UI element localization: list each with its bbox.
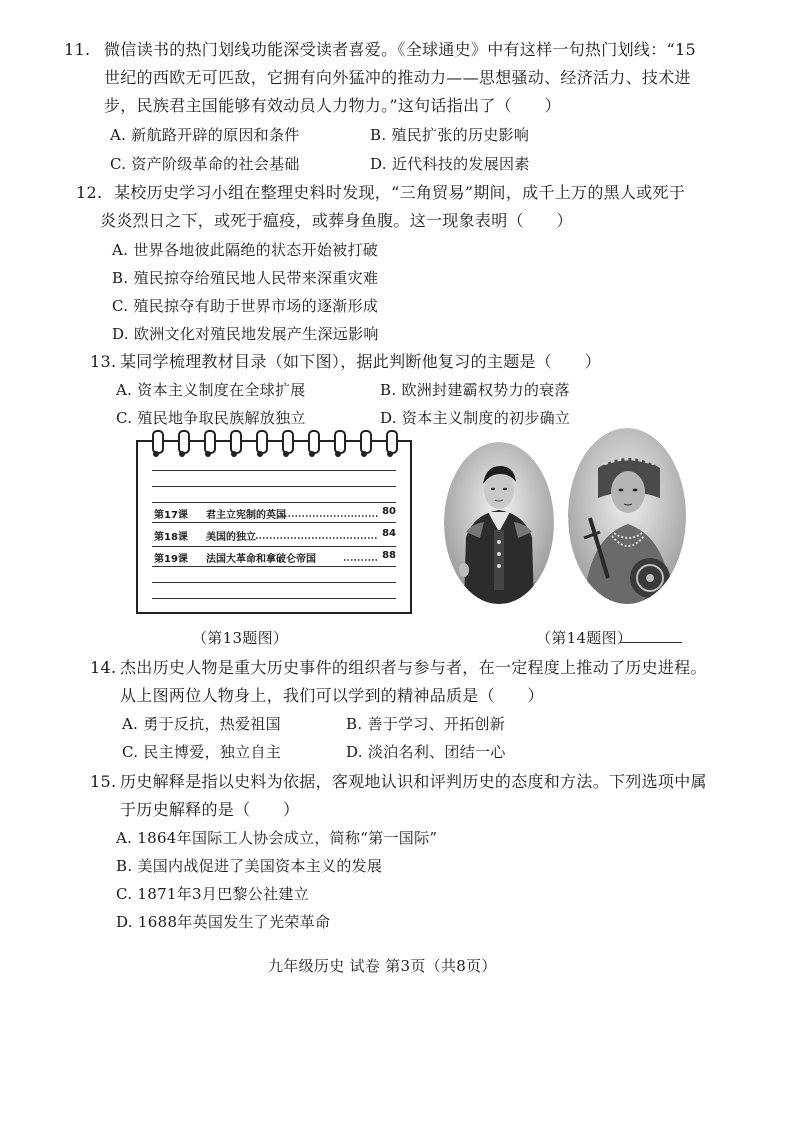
question-number: 15. <box>90 772 117 791</box>
toc-page: 80 <box>382 506 396 517</box>
question-number: 11. <box>64 40 91 59</box>
option-a[interactable]: A. 世界各地彼此隔绝的状态开始被打破 <box>112 241 379 259</box>
toc-dot-leaders <box>138 442 410 612</box>
option-a[interactable]: A. 新航路开辟的原因和条件 <box>110 126 300 144</box>
option-b[interactable]: B. 美国内战促进了美国资本主义的发展 <box>116 857 383 875</box>
option-c[interactable]: C. 民主博爱，独立自主 <box>122 743 282 761</box>
question-text-line: 杰出历史人物是重大历史事件的组织者与参与者，在一定程度上推动了历史进程。 <box>120 658 707 677</box>
option-d[interactable]: D. 淡泊名利、团结一心 <box>346 743 506 761</box>
toc-title: 美国的独立 <box>206 532 256 543</box>
option-c[interactable]: C. 殖民地争取民族解放独立 <box>116 409 306 427</box>
option-c[interactable]: C. 资产阶级革命的社会基础 <box>110 155 300 173</box>
question-number: 14. <box>90 658 117 677</box>
question-text-line: 某同学梳理教材目录（如下图），据此判断他复习的主题是（ ） <box>120 352 602 371</box>
caption-underline <box>620 642 682 643</box>
option-d[interactable]: D. 近代科技的发展因素 <box>370 155 530 173</box>
page-footer: 九年级历史 试卷 第3页（共8页） <box>268 957 497 975</box>
option-d[interactable]: D. 1688年英国发生了光荣革命 <box>116 913 331 931</box>
option-b[interactable]: B. 殖民扩张的历史影响 <box>370 126 530 144</box>
option-d[interactable]: D. 欧洲文化对殖民地发展产生深远影响 <box>112 325 379 343</box>
question-text-line: 步，民族君主国能够有效动员人力物力。”这句话指出了（ ） <box>104 96 561 115</box>
toc-title: 法国大革命和拿破仑帝国 <box>206 554 316 565</box>
figure-13-caption: （第13题图） <box>192 629 289 647</box>
question-text-line: 某校历史学习小组在整理史料时发现，“三角贸易”期间，成千上万的黑人或死于 <box>114 183 686 202</box>
toc-lesson: 第19课 <box>154 554 188 565</box>
notebook-figure <box>136 440 412 614</box>
queen-warrior-portrait <box>568 428 686 604</box>
option-a[interactable]: A. 勇于反抗，热爱祖国 <box>122 715 281 733</box>
toc-lesson: 第18课 <box>154 532 188 543</box>
question-number: 13. <box>90 352 117 371</box>
question-text-line: 世纪的西欧无可匹敌，它拥有向外猛冲的推动力——思想骚动、经济活力、技术进 <box>104 68 691 87</box>
option-c[interactable]: C. 殖民掠夺有助于世界市场的逐渐形成 <box>112 297 379 315</box>
option-a[interactable]: A. 资本主义制度在全球扩展 <box>116 381 306 399</box>
toc-page: 84 <box>382 528 396 539</box>
female-portrait-image <box>568 428 686 604</box>
option-b[interactable]: B. 善于学习、开拓创新 <box>346 715 506 733</box>
toc-lesson: 第17课 <box>154 510 188 521</box>
option-d[interactable]: D. 资本主义制度的初步确立 <box>380 409 571 427</box>
toc-title: 君主立宪制的英国 <box>206 510 286 521</box>
male-portrait-image <box>444 442 554 604</box>
question-text-line: 微信读书的热门划线功能深受读者喜爱。《全球通史》中有这样一句热门划线：“15 <box>104 40 696 59</box>
figure-14-caption: （第14题图） <box>536 629 633 647</box>
option-c[interactable]: C. 1871年3月巴黎公社建立 <box>116 885 309 903</box>
question-text-line: 从上图两位人物身上，我们可以学到的精神品质是（ ） <box>120 686 544 705</box>
question-text-line: 于历史解释的是（ ） <box>120 800 300 819</box>
question-text-line: 炎炎烈日之下，或死于瘟疫，或葬身鱼腹。这一现象表明（ ） <box>100 211 573 230</box>
toc-page: 88 <box>382 550 396 561</box>
question-text-line: 历史解释是指以史料为依据，客观地认识和评判历史的态度和方法。下列选项中属 <box>120 772 707 791</box>
military-officer-portrait <box>444 442 554 604</box>
question-number: 12. <box>76 183 103 202</box>
option-a[interactable]: A. 1864年国际工人协会成立，简称“第一国际” <box>116 829 438 847</box>
option-b[interactable]: B. 欧洲封建霸权势力的衰落 <box>380 381 570 399</box>
option-b[interactable]: B. 殖民掠夺给殖民地人民带来深重灾难 <box>112 269 379 287</box>
